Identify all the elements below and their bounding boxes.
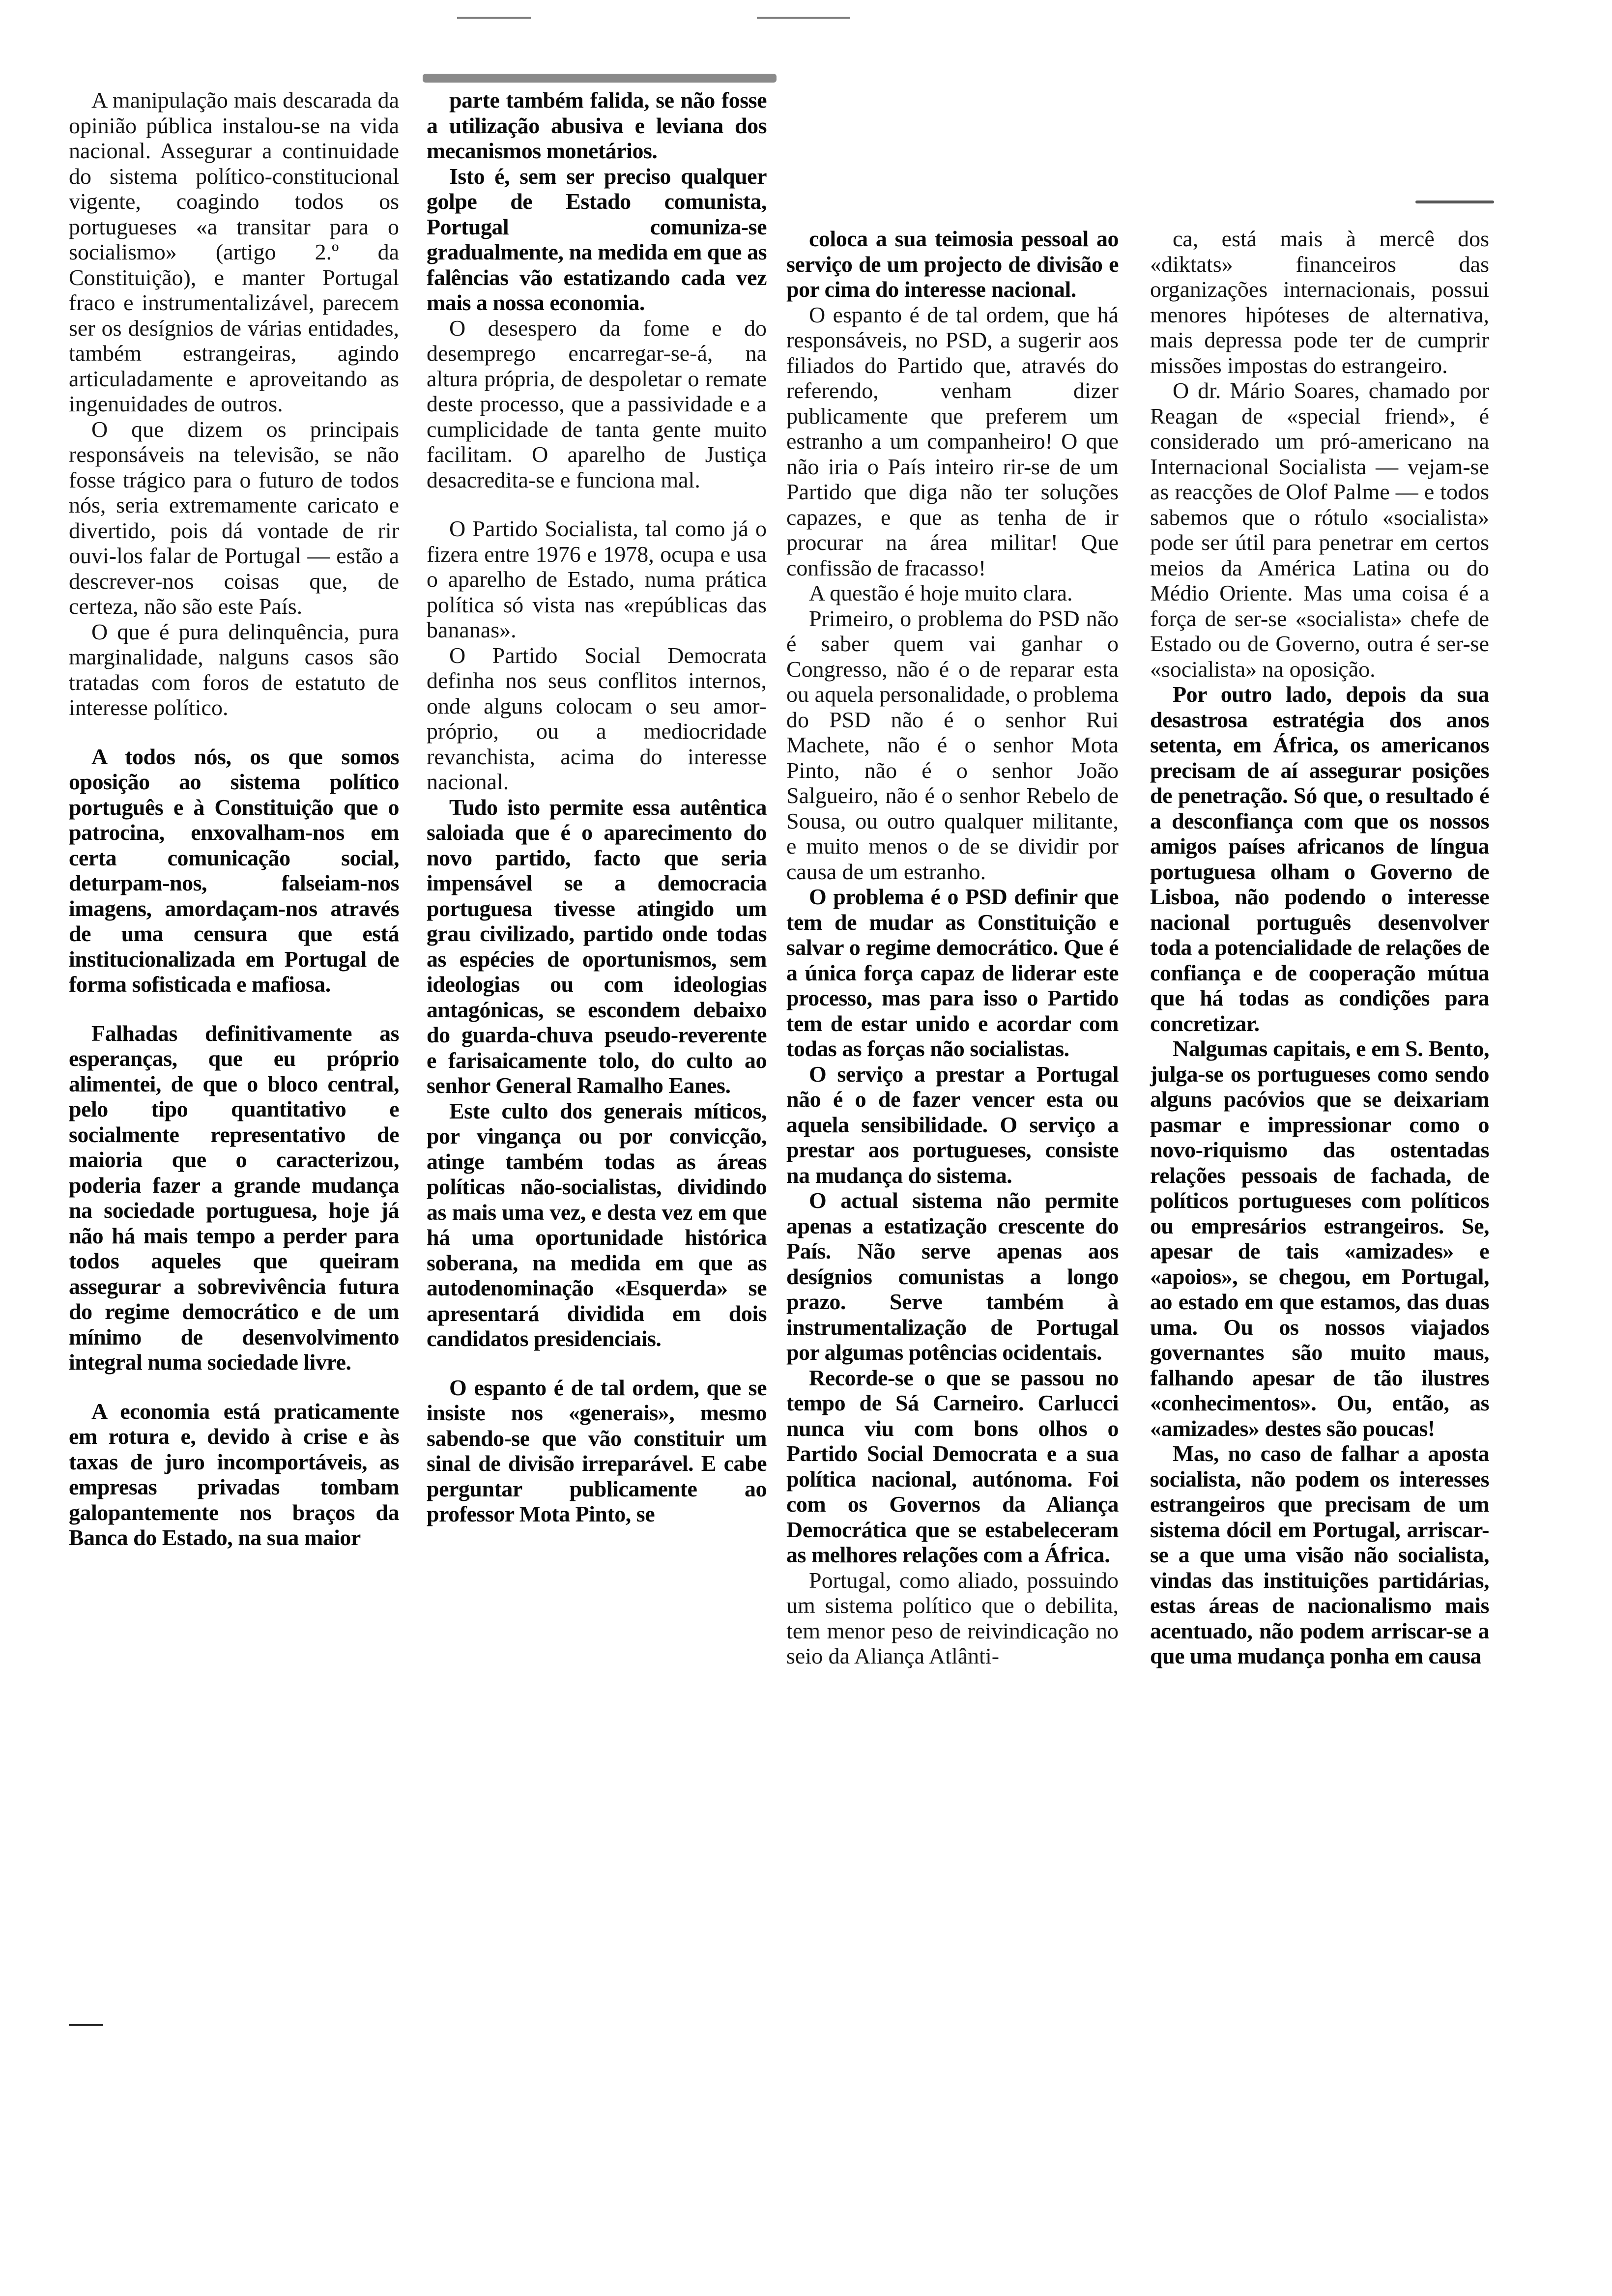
column-end-rule <box>69 2024 103 2026</box>
paragraph: O desespero da fome e do desemprego encarregar-se-á, na altura própria, de despoletar o remate deste processo, que a passividade e a cumplicidade de tanta gente muito facilitam. O aparelho de Justiça desacredita-se e funciona mal. <box>427 315 767 492</box>
paragraph: O dr. Mário Soares, chamado por Reagan de «special friend», é considerado um pró-americano na Internacional Socialista — vejam-se as reacções de Olof Palme — e todos sabemos que o rótulo «socialista» pode ser útil para penetrar em certos meios da América Latina ou do Médio Oriente. Mas uma coisa é a força de ser-se «socialista» chefe de Estado ou de Governo, outra é ser-se «socialista» na oposição. <box>1150 378 1489 682</box>
print-smudge <box>423 74 777 83</box>
paragraph: Tudo isto permite essa autêntica saloiada que é o aparecimento do novo partido, facto que seria impensável se a democracia portuguesa tivesse atingido um grau civilizado, partido onde todas as espécies de oportunismos, sem ideologias ou com ideologias antagónicas, se escondem debaixo do guarda-chuva pseudo-reverente e farisaicamente tolo, do culto ao senhor General Ramalho Eanes. <box>427 794 767 1098</box>
top-rule-right <box>757 17 850 19</box>
paragraph: A economia está praticamente em rotura e, devido à crise e às taxas de juro incomportáveis, as empresas privadas tombam galopantemente nos braços da Banca do Estado, na sua maior <box>69 1398 399 1550</box>
article-column-4 <box>1150 226 1489 1669</box>
article-column-1 <box>69 87 399 1550</box>
paragraph: O serviço a prestar a Portugal não é o de fazer vencer esta ou aquela sensibilidade. O serviço a prestar aos portugueses, consiste na mudança do sistema. <box>786 1061 1119 1188</box>
paragraph: Por outro lado, depois da sua desastrosa estratégia dos anos setenta, em África, os americanos precisam de aí assegurar posições de penetração. Só que, o resultado é a desconfiança com que os nossos amigos países africanos de língua portuguesa olham o Governo de Lisboa, não podendo o interesse nacional português desenvolver toda a potencialidade de relações de confiança e de cooperação mútua que há todas as condições para concretizar. <box>1150 682 1489 1036</box>
paragraph: Recorde-se o que se passou no tempo de Sá Carneiro. Carlucci nunca viu com bons olhos o Partido Social Democrata e a sua política nacional, autónoma. Foi com os Governos da Aliança Democrática que se estabeleceram as melhores relações com a África. <box>786 1365 1119 1567</box>
top-rule-left <box>457 17 531 19</box>
paragraph: O actual sistema não permite apenas a estatização crescente do País. Não serve apenas aos desígnios comunistas a longo prazo. Serve também à instrumentalização de Portugal por algumas potências ocidentais. <box>786 1188 1119 1365</box>
paragraph: ca, está mais à mercê dos «diktats» financeiros das organizações internacionais, possui menores hipóteses de alternativa, mais depressa pode ter de cumprir missões impostas do estrangeiro. <box>1150 226 1489 378</box>
paragraph: Este culto dos generais míticos, por vingança ou por convicção, atinge também todas as áreas políticas não-socialistas, dividindo as mais uma vez, e desta vez em que há uma oportunidade histórica soberana, na medida em que as autodenominação «Esquerda» se apresentará dividida em dois candidatos presidenciais. <box>427 1098 767 1351</box>
paragraph: Falhadas definitivamente as esperanças, que eu próprio alimentei, de que o bloco central, pelo tipo quantitativo e socialmente representativo de maioria que o caracterizou, poderia fazer a grande mudança na sociedade portuguesa, hoje já não há mais tempo a perder para todos aqueles que queiram assegurar a sobrevivência futura do regime democrático e de um mínimo de desenvolvimento integral numa sociedade livre. <box>69 1020 399 1375</box>
article-column-3 <box>786 226 1119 1669</box>
print-smudge <box>1415 201 1494 203</box>
paragraph: A manipulação mais descarada da opinião pública instalou-se na vida nacional. Assegurar a continuidade do sistema político-constitucional vigente, coagindo todos os portugueses «a transitar para o socialismo» (artigo 2.º da Constituição), e manter Portugal fraco e instrumentalizável, parecem ser os desígnios de várias entidades, também estrangeiras, agindo articuladamente e aproveitando as ingenuidades de outros. <box>69 87 399 416</box>
paragraph: O espanto é de tal ordem, que há responsáveis, no PSD, a sugerir aos filiados do Partido que, através do referendo, venham dizer publicamente que preferem um estranho a um companheiro! O que não iria o País inteiro rir-se de um Partido que diga não ter soluções capazes, e que as tenha de ir procurar na área militar! Que confissão de fracasso! <box>786 302 1119 580</box>
paragraph: Portugal, como aliado, possuindo um sistema político que o debilita, tem menor peso de reivindicação no seio da Aliança Atlânti- <box>786 1567 1119 1668</box>
paragraph: O que é pura delinquência, pura marginalidade, nalguns casos são tratadas com foros de estatuto de interesse político. <box>69 619 399 720</box>
paragraph: A questão é hoje muito clara. <box>809 580 1073 605</box>
paragraph: A todos nós, os que somos oposição ao sistema político português e à Constituição que o patrocina, enxovalham-nos em certa comunicação social, deturpam-nos, falseiam-nos imagens, amordaçam-nos através de uma censura que está institucionalizada em Portugal de forma sofisticada e mafiosa. <box>69 744 399 997</box>
paragraph: O problema é o PSD definir que tem de mudar as Constituição e salvar o regime democrático. Que é a única força capaz de liderar este processo, mas para isso o Partido tem de estar unido e acordar com todas as forças não socialistas. <box>786 884 1119 1061</box>
paragraph: Isto é, sem ser preciso qualquer golpe de Estado comunista, Portugal comuniza-se gradualmente, na medida em que as falências vão estatizando cada vez mais a nossa economia. <box>427 163 767 315</box>
paragraph: Mas, no caso de falhar a aposta socialista, não podem os interesses estrangeiros que precisam de um sistema dócil em Portugal, arriscar-se a que uma visão não socialista, vindas das instituições partidárias, estas áreas de nacionalismo mais acentuado, não podem arriscar-se a que uma mudança ponha em causa <box>1150 1441 1489 1668</box>
paragraph: O espanto é de tal ordem, que se insiste nos «generais», mesmo sabendo-se que vão constituir um sinal de divisão irreparável. E cabe perguntar publicamente ao professor Mota Pinto, se <box>427 1375 767 1526</box>
paragraph: coloca a sua teimosia pessoal ao serviço de um projecto de divisão e por cima do interesse nacional. <box>786 226 1119 302</box>
paragraph: O Partido Socialista, tal como já o fizera entre 1976 e 1978, ocupa e usa o aparelho de Estado, numa prática política só vista nas «repúblicas das bananas». <box>427 516 767 642</box>
paragraph: Nalgumas capitais, e em S. Bento, julga-se os portugueses como sendo alguns pacóvios que se deixariam pasmar e impressionar como o novo-riquismo das ostentadas relações pessoais de fachada, de políticos portugueses com políticos ou empresários estrangeiros. Se, apesar de tais «amizades» e «apoios», se chegou, em Portugal, ao estado em que estamos, das duas uma. Ou os nossos viajados governantes são muito maus, falhando apesar de tão ilustres «conhecimentos». Ou, então, as «amizades» destes são poucas! <box>1150 1036 1489 1441</box>
paragraph: Primeiro, o problema do PSD não é saber quem vai ganhar o Congresso, não é o de reparar esta ou aquela personalidade, o problema do PSD não é o senhor Rui Machete, não é o senhor Mota Pinto, não é o senhor João Salgueiro, não é o senhor Rebelo de Sousa, ou outro qualquer militante, e muito menos o de se dividir por causa de um estranho. <box>786 605 1119 884</box>
article-column-2 <box>427 87 767 1527</box>
paragraph: O Partido Social Democrata definha nos seus conflitos internos, onde alguns colocam o seu amor-próprio, ou a mediocridade revanchista, acima do interesse nacional. <box>427 642 767 794</box>
paragraph: O que dizem os principais responsáveis na televisão, se não fosse trágico para o futuro de todos nós, seria extremamente caricato e divertido, pois dá vontade de rir ouvi-los falar de Portugal — estão a descrever-nos coisas que, de certeza, não são este País. <box>69 416 399 619</box>
paragraph: parte também falida, se não fosse a utilização abusiva e leviana dos mecanismos monetários. <box>427 87 767 163</box>
